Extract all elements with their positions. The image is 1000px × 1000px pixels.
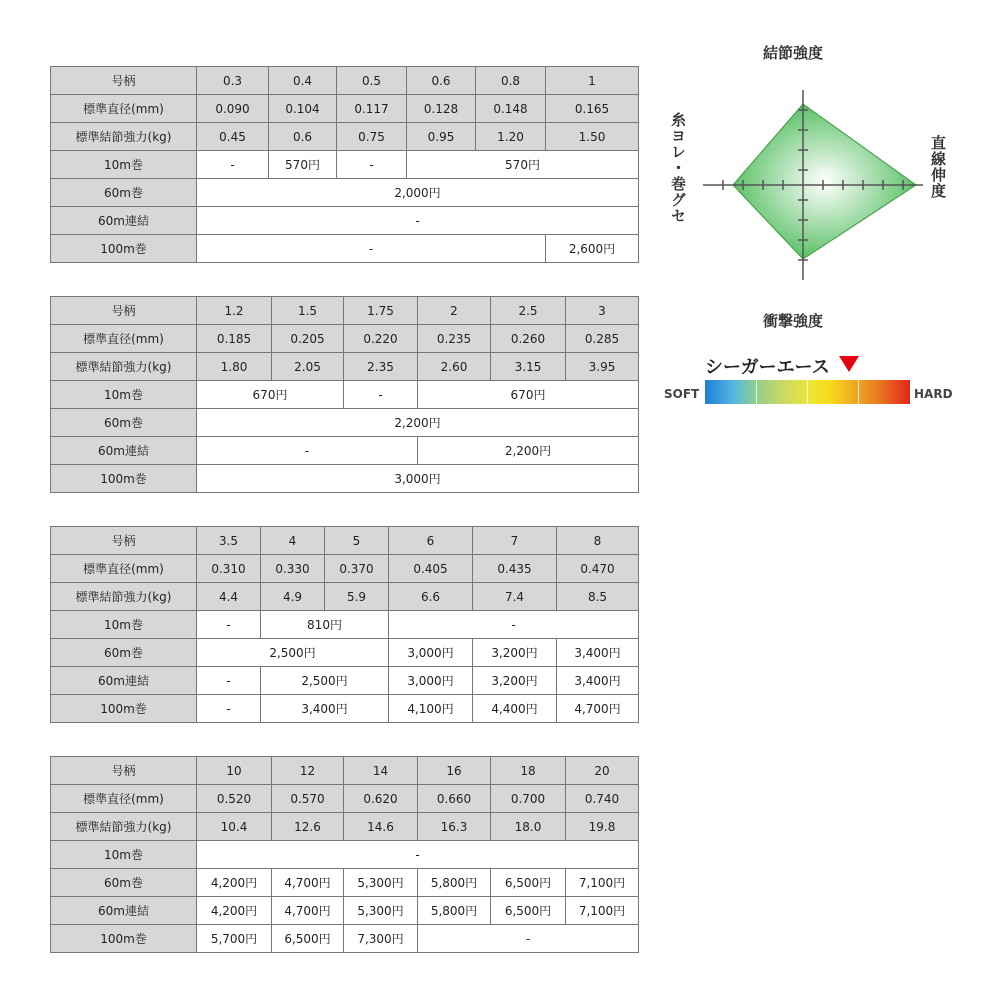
strength-cell: 0.75 — [337, 123, 407, 151]
price-cell: 4,700円 — [272, 897, 344, 925]
price-cell: 3,000円 — [197, 465, 639, 493]
strength-cell: 3.95 — [566, 353, 639, 381]
price-cell: - — [197, 667, 261, 695]
diameter-cell: 0.520 — [197, 785, 272, 813]
size-cell: 20 — [566, 757, 639, 785]
bar-divider — [807, 380, 808, 404]
size-cell: 8 — [557, 527, 639, 555]
header-strength: 標準結節強力(kg) — [51, 813, 197, 841]
table-row — [51, 437, 639, 465]
size-cell: 0.6 — [407, 67, 476, 95]
table-row — [51, 667, 639, 695]
radar-label-bottom: 衝撃強度 — [763, 312, 824, 330]
strength-cell: 18.0 — [491, 813, 566, 841]
price-cell: 7,100円 — [566, 897, 639, 925]
price-cell: 570円 — [269, 151, 337, 179]
header-size: 号柄 — [51, 527, 197, 555]
diameter-cell: 0.285 — [566, 325, 639, 353]
strength-cell: 5.9 — [325, 583, 389, 611]
price-cell: - — [197, 235, 546, 263]
level-marker-icon — [839, 356, 859, 372]
price-cell: 810円 — [261, 611, 389, 639]
table-row — [51, 95, 639, 123]
header-100m: 100m巻 — [51, 465, 197, 493]
price-cell: 3,400円 — [557, 639, 639, 667]
header-size: 号柄 — [51, 757, 197, 785]
diameter-cell: 0.148 — [476, 95, 546, 123]
table-row — [51, 297, 639, 325]
price-cell: 570円 — [407, 151, 639, 179]
strength-cell: 0.45 — [197, 123, 269, 151]
size-cell: 0.3 — [197, 67, 269, 95]
size-cell: 2.5 — [491, 297, 566, 325]
diameter-cell: 0.260 — [491, 325, 566, 353]
price-cell: - — [197, 207, 639, 235]
table-row — [51, 757, 639, 785]
header-10m: 10m巻 — [51, 841, 197, 869]
diameter-cell: 0.090 — [197, 95, 269, 123]
radar-label-top: 結節強度 — [763, 44, 824, 62]
header-strength: 標準結節強力(kg) — [51, 583, 197, 611]
table-row — [51, 325, 639, 353]
table-row — [51, 151, 639, 179]
price-cell: 3,000円 — [389, 639, 473, 667]
price-cell: 3,200円 — [473, 667, 557, 695]
radar-diagram — [660, 30, 990, 340]
price-cell: 4,200円 — [197, 897, 272, 925]
size-cell: 3.5 — [197, 527, 261, 555]
table-row — [51, 527, 639, 555]
strength-cell: 3.15 — [491, 353, 566, 381]
strength-cell: 16.3 — [418, 813, 491, 841]
header-10m: 10m巻 — [51, 381, 197, 409]
header-100m: 100m巻 — [51, 925, 197, 953]
diameter-cell: 0.128 — [407, 95, 476, 123]
size-cell: 4 — [261, 527, 325, 555]
size-cell: 12 — [272, 757, 344, 785]
table-row — [51, 381, 639, 409]
strength-cell: 2.60 — [418, 353, 491, 381]
diameter-cell: 0.185 — [197, 325, 272, 353]
table-row — [51, 555, 639, 583]
header-60m-link: 60m連結 — [51, 897, 197, 925]
size-cell: 18 — [491, 757, 566, 785]
size-cell: 1.5 — [272, 297, 344, 325]
size-cell: 0.4 — [269, 67, 337, 95]
price-cell: 6,500円 — [491, 897, 566, 925]
price-cell: 6,500円 — [491, 869, 566, 897]
price-cell: 2,200円 — [418, 437, 639, 465]
header-10m: 10m巻 — [51, 151, 197, 179]
strength-cell: 4.4 — [197, 583, 261, 611]
table-row — [51, 179, 639, 207]
price-cell: 2,200円 — [197, 409, 639, 437]
header-60m-link: 60m連結 — [51, 437, 197, 465]
header-strength: 標準結節強力(kg) — [51, 353, 197, 381]
radar-label-left: 糸ヨレ・巻グセ — [669, 112, 687, 224]
strength-cell: 1.80 — [197, 353, 272, 381]
diameter-cell: 0.370 — [325, 555, 389, 583]
strength-cell: 10.4 — [197, 813, 272, 841]
header-60m-link: 60m連結 — [51, 207, 197, 235]
diameter-cell: 0.740 — [566, 785, 639, 813]
header-60m: 60m巻 — [51, 639, 197, 667]
header-diameter: 標準直径(mm) — [51, 785, 197, 813]
price-cell: 4,100円 — [389, 695, 473, 723]
strength-cell: 4.9 — [261, 583, 325, 611]
size-cell: 0.8 — [476, 67, 546, 95]
price-cell: - — [344, 381, 418, 409]
price-cell: 3,200円 — [473, 639, 557, 667]
table-row — [51, 207, 639, 235]
table-row — [51, 695, 639, 723]
price-cell: 4,400円 — [473, 695, 557, 723]
price-cell: 670円 — [197, 381, 344, 409]
table-row — [51, 813, 639, 841]
price-cell: - — [197, 611, 261, 639]
price-cell: 5,800円 — [418, 869, 491, 897]
price-cell: 2,500円 — [197, 639, 389, 667]
size-cell: 3 — [566, 297, 639, 325]
table-row — [51, 409, 639, 437]
size-cell: 10 — [197, 757, 272, 785]
price-cell: 670円 — [418, 381, 639, 409]
diameter-cell: 0.405 — [389, 555, 473, 583]
diameter-cell: 0.570 — [272, 785, 344, 813]
diameter-cell: 0.104 — [269, 95, 337, 123]
price-cell: 5,300円 — [344, 897, 418, 925]
diameter-cell: 0.235 — [418, 325, 491, 353]
header-60m: 60m巻 — [51, 409, 197, 437]
hardness-gauge — [660, 350, 980, 420]
price-cell: 3,400円 — [557, 667, 639, 695]
header-size: 号柄 — [51, 297, 197, 325]
table-row — [51, 639, 639, 667]
hard-label: HARD — [914, 387, 953, 401]
price-cell: - — [197, 437, 418, 465]
price-cell: 3,400円 — [261, 695, 389, 723]
price-cell: - — [197, 151, 269, 179]
price-cell: - — [197, 841, 639, 869]
bar-divider — [756, 380, 757, 404]
price-cell: - — [418, 925, 639, 953]
header-100m: 100m巻 — [51, 235, 197, 263]
price-cell: - — [337, 151, 407, 179]
header-size: 号柄 — [51, 67, 197, 95]
header-60m: 60m巻 — [51, 869, 197, 897]
diameter-cell: 0.435 — [473, 555, 557, 583]
header-diameter: 標準直径(mm) — [51, 555, 197, 583]
size-cell: 6 — [389, 527, 473, 555]
spec-table-2 — [50, 296, 639, 493]
price-cell: 3,000円 — [389, 667, 473, 695]
strength-cell: 8.5 — [557, 583, 639, 611]
strength-cell: 0.6 — [269, 123, 337, 151]
price-cell: 4,700円 — [557, 695, 639, 723]
strength-cell: 6.6 — [389, 583, 473, 611]
size-cell: 1.75 — [344, 297, 418, 325]
table-row — [51, 353, 639, 381]
header-60m: 60m巻 — [51, 179, 197, 207]
strength-cell: 2.35 — [344, 353, 418, 381]
header-diameter: 標準直径(mm) — [51, 95, 197, 123]
price-cell: 2,600円 — [546, 235, 639, 263]
price-cell: 5,800円 — [418, 897, 491, 925]
table-row — [51, 869, 639, 897]
diameter-cell: 0.165 — [546, 95, 639, 123]
diameter-cell: 0.470 — [557, 555, 639, 583]
table-row — [51, 611, 639, 639]
table-row — [51, 785, 639, 813]
price-cell: 7,300円 — [344, 925, 418, 953]
spec-table-4 — [50, 756, 639, 953]
header-100m: 100m巻 — [51, 695, 197, 723]
price-cell: - — [197, 695, 261, 723]
diameter-cell: 0.205 — [272, 325, 344, 353]
price-cell: 2,000円 — [197, 179, 639, 207]
price-cell: 4,700円 — [272, 869, 344, 897]
product-name: シーガーエース — [705, 357, 830, 378]
size-cell: 7 — [473, 527, 557, 555]
price-cell: 6,500円 — [272, 925, 344, 953]
size-cell: 14 — [344, 757, 418, 785]
diameter-cell: 0.330 — [261, 555, 325, 583]
strength-cell: 0.95 — [407, 123, 476, 151]
diameter-cell: 0.310 — [197, 555, 261, 583]
price-cell: 4,200円 — [197, 869, 272, 897]
spec-table-1 — [50, 66, 639, 263]
strength-cell: 14.6 — [344, 813, 418, 841]
strength-cell: 2.05 — [272, 353, 344, 381]
strength-cell: 1.50 — [546, 123, 639, 151]
radar-label-right: 直線伸度 — [929, 135, 947, 199]
table-row — [51, 67, 639, 95]
table-row — [51, 897, 639, 925]
table-row — [51, 841, 639, 869]
strength-cell: 12.6 — [272, 813, 344, 841]
size-cell: 2 — [418, 297, 491, 325]
price-cell: - — [389, 611, 639, 639]
header-diameter: 標準直径(mm) — [51, 325, 197, 353]
soft-label: SOFT — [664, 387, 700, 401]
table-row — [51, 123, 639, 151]
strength-cell: 19.8 — [566, 813, 639, 841]
size-cell: 1 — [546, 67, 639, 95]
diameter-cell: 0.660 — [418, 785, 491, 813]
header-10m: 10m巻 — [51, 611, 197, 639]
table-row — [51, 583, 639, 611]
bar-divider — [858, 380, 859, 404]
size-cell: 5 — [325, 527, 389, 555]
price-cell: 2,500円 — [261, 667, 389, 695]
price-cell: 7,100円 — [566, 869, 639, 897]
size-cell: 1.2 — [197, 297, 272, 325]
diameter-cell: 0.220 — [344, 325, 418, 353]
size-cell: 0.5 — [337, 67, 407, 95]
price-cell: 5,300円 — [344, 869, 418, 897]
diameter-cell: 0.700 — [491, 785, 566, 813]
spec-table-3 — [50, 526, 639, 723]
header-strength: 標準結節強力(kg) — [51, 123, 197, 151]
table-row — [51, 235, 639, 263]
price-cell: 5,700円 — [197, 925, 272, 953]
table-row — [51, 925, 639, 953]
header-60m-link: 60m連結 — [51, 667, 197, 695]
table-row — [51, 465, 639, 493]
size-cell: 16 — [418, 757, 491, 785]
strength-cell: 7.4 — [473, 583, 557, 611]
diameter-cell: 0.620 — [344, 785, 418, 813]
strength-cell: 1.20 — [476, 123, 546, 151]
radar-area — [733, 104, 916, 259]
diameter-cell: 0.117 — [337, 95, 407, 123]
